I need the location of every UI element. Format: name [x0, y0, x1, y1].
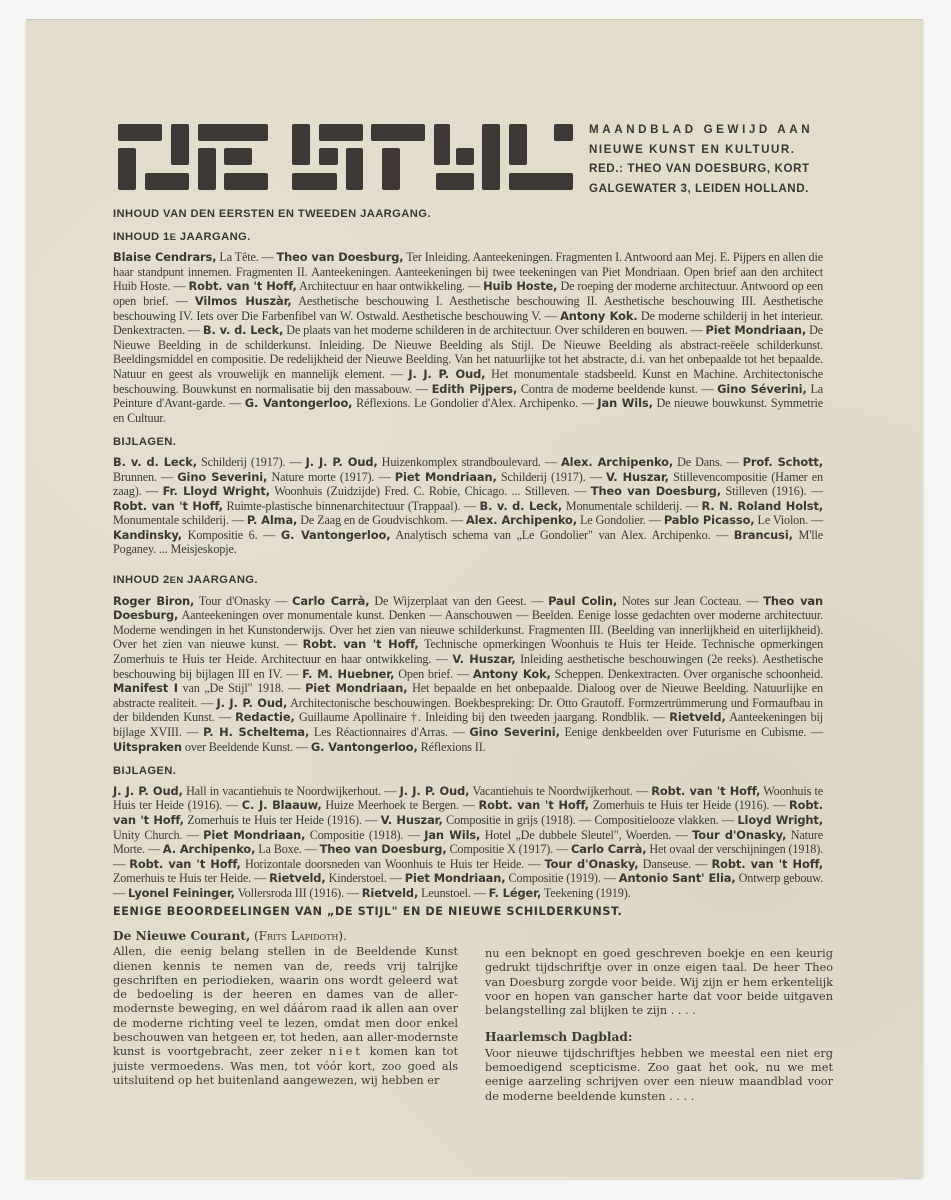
entry-author: Redactie, — [235, 710, 295, 725]
entry-titles: Zomerhuis te Huis ter Heide. — — [113, 871, 270, 886]
entry-author: Fr. Lloyd Wright, — [162, 484, 270, 499]
entry-author: A. Archipenko, — [162, 842, 256, 857]
entry-author: Tour d'Onasky, — [544, 856, 639, 871]
year1-heading-suffix: JAARGANG. — [176, 230, 251, 243]
entry-titles: Ruimte-plastische binnenarchitectuur (Trappaal). — — [222, 498, 480, 513]
entry-titles: Analytisch schema van „Le Gondolier" van Alex. Archipenko. — — [390, 527, 734, 542]
entry-titles: Ontwerp gebouw. — — [113, 871, 823, 900]
year1-heading-text: INHOUD 1 — [113, 230, 170, 243]
entry-titles: La Boxe. — — [255, 842, 320, 857]
entry-author: Piet Mondriaan, — [203, 827, 306, 842]
entry-author: F. Léger, — [488, 885, 542, 900]
entry-author: Tour d'Onasky, — [692, 827, 787, 842]
entry-titles: Leunstoel. — — [418, 885, 489, 900]
entry-author: Lyonel Feininger, — [127, 885, 235, 900]
entry-author: Antonio Sant' Elia, — [618, 871, 736, 886]
entry-titles: Zomerhuis te Huis ter Heide (1916). — — [588, 798, 789, 813]
year2-heading-text: INHOUD 2 — [113, 574, 170, 587]
entry-titles: Technische opmerkingen Woonhuis te Huis ter Heide. Technische opmerkingen Zomerhuis te Huis ter Heide. Architectuur en haar ontwikkeling. — — [113, 637, 824, 667]
review-critic-name: (Frits Lapidoth). — [250, 929, 347, 943]
entry-author: Robt. van 't Hoff, — [711, 856, 824, 871]
entry-titles: Schilderij (1917). — — [496, 469, 606, 484]
entry-author: Uitspraken — [113, 739, 182, 754]
entry-titles: Compositie (1919). — — [505, 871, 619, 886]
entry-author: J. J. P. Oud, — [305, 454, 378, 469]
entry-author: Gino Séverini, — [717, 381, 807, 396]
entry-titles: M'lle Poganey. ... Meisjeskopje. — [113, 527, 823, 557]
review-source-nieuwe-courant — [113, 929, 458, 943]
review-text-part: komen kan tot juiste vermoedens. Was men, tot vóór kort, zoo goed als uitsluitend op het buitenland aangewezen, wij hebben er — [113, 1045, 458, 1087]
entry-author: Antony Kok, — [472, 666, 551, 681]
entry-author: Robt. van 't Hoff, — [478, 798, 589, 813]
entry-author: Robt. van 't Hoff, — [113, 798, 823, 827]
review-source-haarlemsch-dagblad: Haarlemsch Dagblad: — [485, 1030, 633, 1045]
entry-titles: Woonhuis te Huis ter Heide (1916). — — [113, 783, 823, 813]
entry-author: Huib Hoste, — [483, 279, 558, 294]
entry-author: Alex. Archipenko, — [560, 454, 674, 469]
review-emphasis: niet — [328, 1045, 363, 1059]
entry-author: Theo van Doesburg, — [113, 593, 823, 623]
entry-titles: Les Réactionnaires d'Arras. — — [309, 725, 470, 739]
entry-author: Piet Mondriaan, — [705, 323, 807, 338]
reviews-heading: EENIGE BEOORDEELINGEN VAN „DE STIJL" EN DE NIEUWE SCHILDERKUNST. — [113, 905, 623, 918]
year2-entries — [113, 594, 823, 755]
entry-author: Manifest I — [113, 681, 178, 696]
entry-author: B. v. d. Leck, — [202, 323, 284, 338]
entry-author: Alex. Archipenko, — [465, 513, 577, 528]
entry-titles: Stillevencompositie (Hamer en zaag). — — [113, 469, 823, 499]
entry-titles: Architectonische beschouwingen. Boekbespreking: Dr. Otto Grautoff. Formzertrümmerung und Formaufbau in der bildenden Kunst. — — [113, 695, 823, 725]
entry-author: Robt. van 't Hoff, — [651, 783, 761, 798]
entry-titles: Nature Morte. — — [113, 827, 823, 857]
entry-author: Pablo Picasso, — [663, 513, 755, 528]
entry-titles: Hotel „De dubbele Sleutel", Woerden. — — [480, 827, 693, 842]
review-text-haarlemsch-dagblad: Voor nieuwe tijdschriftjes hebben we meestal een niet erg bemoedigend scepticisme. Zoo gaat het ook, nu we met eenige aarzeling schrijven over een nieuw maandblad voor de moderne beeldende kunsten . . . . — [485, 1046, 833, 1103]
entry-titles: Contra de moderne beeldende kunst. — — [517, 381, 718, 396]
entry-author: G. Vantongerloo, — [244, 396, 353, 411]
year2-supplements-heading: BIJLAGEN. — [113, 765, 177, 778]
entry-titles: Réflexions. Le Gondolier d'Alex. Archipenko. — — [352, 396, 598, 411]
entry-titles: Le Violon. — — [754, 513, 823, 528]
entry-titles: Het monumentale stadsbeeld. Kunst en Machine. Architectonische beschouwing. Bouwkunst en normalisatie bij den massabouw. — — [113, 366, 824, 396]
entry-author: R. N. Roland Holst, — [701, 498, 824, 513]
entry-titles: De moderne schilderij in het interieur. Denkextracten. — — [113, 308, 823, 338]
entry-titles: Guillaume Apollinaire †. Inleiding bij den tweeden jaargang. Rondblik. — — [294, 710, 670, 725]
entry-titles: Compositie X (1917). — — [446, 842, 571, 857]
entry-titles: Aanteekeningen over monumentale kunst. Denken — Aanschouwen — Beelden. Eenige losse gedachten over moderne architectuur. Moderne wendingen in het Kunstonderwijs. Over het zien van nieuwe schilderkunst. Fragmenten III. (Beelding van innerlijkheid en uiterlijkheid). Over het zien van nieuwe kunst. — — [113, 608, 823, 652]
entry-titles: La Tête. — — [216, 250, 277, 265]
entry-titles: De Nieuwe Beelding in de schilderkunst. Inleiding. De Nieuwe Beelding als Stijl. De Nieuwe Beelding als abstract-reëele schilderkunst. Beeldingsmiddel en compositie. De redelijkheid der Nieuwe Beelding. Van het natuurlijke tot het abstracte, d.i. van het onbepaalde tot het bepaalde. Natuur en geest als vrouwelijk en mannelijk element. — — [113, 323, 823, 381]
entry-author: Edith Pijpers, — [431, 381, 518, 396]
entry-titles: De plaats van het moderne schilderen in de architectuur. Over schilderen en bouwen. — — [283, 323, 706, 338]
entry-titles: Tour d'Onasky — — [194, 593, 293, 608]
entry-titles: De roeping der moderne architectuur. Antwoord op een open brief. — — [113, 279, 824, 308]
entry-titles: Scheppen. Denkextracten. Over organische schoonheid. — [550, 666, 824, 681]
entry-author: Jan Wils, — [597, 396, 653, 411]
entry-titles: Notes sur Jean Cocteau. — — [617, 593, 764, 608]
entry-author: Theo van Doesburg, — [590, 484, 721, 499]
entry-titles: Aanteekeningen bij bijlage XVIII. — — [113, 710, 823, 739]
entry-author: B. v. d. Leck, — [113, 454, 197, 469]
reviews-section — [113, 905, 833, 1104]
entry-author: Antony Kok. — [560, 308, 638, 323]
entry-titles: Inleiding aesthetische beschouwingen (2e reeks). Aesthetische beschouwing bij bijlagen III en IV. — — [113, 652, 824, 681]
entry-author: Robt. van 't Hoff, — [113, 498, 223, 513]
entry-titles: over Beeldende Kunst. — — [181, 739, 311, 754]
entry-author: Gino Severini, — [469, 725, 560, 739]
entry-author: Kandinsky, — [113, 527, 183, 542]
entry-titles: Le Gondolier. — — [576, 513, 664, 528]
entry-titles: De Wijzerplaat van den Geest. — — [369, 593, 549, 608]
year2-heading — [113, 573, 823, 589]
de-stijl-logo — [116, 122, 573, 190]
entry-author: Robt. van 't Hoff, — [302, 637, 419, 652]
entry-author: Carlo Carrà, — [570, 842, 647, 857]
entry-titles: Compositie in grijs (1918). — Compositielooze vlakken. — — [442, 812, 738, 827]
year2-heading-sup: EN — [169, 575, 184, 587]
entry-titles: Vacantiehuis te Noordwijkerhout. — — [469, 783, 652, 798]
entry-author: J. J. P. Oud, — [113, 783, 183, 798]
entry-author: V. Huszar, — [452, 652, 516, 667]
contents-title: INHOUD VAN DEN EERSTEN EN TWEEDEN JAARGANG. — [113, 208, 431, 220]
entry-titles: Compositie (1918). — — [305, 827, 425, 842]
entry-author: Prof. Schott, — [742, 454, 823, 469]
year1-supplements-heading: BIJLAGEN. — [113, 436, 177, 449]
entry-author: Rietveld, — [669, 710, 726, 725]
review-text-nieuwe-courant — [113, 945, 458, 1088]
review-source-name: De Nieuwe Courant, — [113, 929, 251, 943]
entry-titles: Monumentale schilderij. — — [113, 513, 247, 528]
entry-titles: Zomerhuis te Huis ter Heide (1916). — — [183, 812, 381, 827]
entry-author: P. H. Scheltema, — [203, 725, 310, 739]
entry-titles: La Peinture d'Avant-garde. — — [113, 381, 824, 411]
review-text-part: Allen, die eenig belang stellen in de Beeldende Kunst dienen kennis te nemen van de, reeds vrij talrijke geschriften en periodieken, waarin ons wordt geleerd wat de bedoeling is der heeren en dames van de aller-modernste beweging, en wel dáárom raad ik allen aan over de moderne richting veel te lezen, omdat men door enkel beschouwen van hetgeen er, tot heden, aan aller-modernste kunst is voortgebracht, zeer zeker — [113, 945, 458, 1059]
entry-titles: Eenige denkbeelden over Futurisme en Cubisme. — — [559, 725, 823, 739]
entry-author: Theo van Doesburg, — [276, 250, 404, 265]
year2-supplements-entries — [113, 784, 823, 901]
entry-titles: Ter Inleiding. Aanteekeningen. Fragmenten I. Antwoord aan Mej. E. Pijpers en allen die haar standpunt innemen. Fragmenten II. Aanteekeningen. Aanteekeningen bij twee teekeningen van Piet Mondriaan. Open brief aan den architect Huib Hoste. — — [113, 250, 823, 294]
entry-titles: Vollersroda III (1916). — — [234, 885, 362, 900]
entry-author: P. Alma, — [246, 513, 298, 528]
masthead-line-1: MAANDBLAD GEWIJD AAN — [589, 123, 814, 136]
entry-titles: De nieuwe bouwkunst. Symmetrie en Cultuur. — [113, 396, 823, 425]
review-column-right — [485, 929, 833, 1104]
entry-titles: Schilderij (1917). — — [196, 454, 306, 469]
entry-author: Carlo Carrà, — [292, 593, 370, 608]
entry-titles: De Dans. — — [673, 454, 743, 469]
entry-author: Rietveld, — [269, 871, 326, 886]
entry-author: Vilmos Huszàr, — [194, 293, 292, 308]
entry-author: V. Huszar, — [380, 812, 443, 827]
entry-titles: Huizenkomplex strandboulevard. — — [377, 454, 561, 469]
entry-titles: Monumentale schilderij. — — [562, 498, 702, 513]
entry-titles: Open brief. — — [394, 666, 473, 681]
entry-author: Brancusi, — [733, 527, 793, 542]
entry-author: Theo van Doesburg, — [319, 842, 447, 857]
entry-author: Roger Biron, — [113, 593, 195, 608]
entry-titles: Teekening (1919). — [541, 885, 631, 900]
entry-author: Jan Wils, — [424, 827, 481, 842]
entry-author: J. J. P. Oud, — [399, 783, 470, 798]
entry-titles: Réflexions II. — [417, 739, 486, 754]
entry-titles: Nature morte (1917). — — [267, 469, 395, 484]
year1-heading-sup: E — [169, 231, 177, 243]
entry-titles: Brunnen. — — [113, 469, 178, 484]
entry-titles: De Zaag en de Goudvischkom. — — [297, 513, 466, 528]
year1-entries — [113, 250, 823, 425]
entry-author: V. Huszar, — [605, 469, 669, 484]
entry-author: Robt. van 't Hoff, — [129, 856, 241, 871]
entry-author: G. Vantongerloo, — [310, 739, 418, 754]
masthead — [116, 122, 826, 195]
entry-author: Piet Mondriaan, — [305, 681, 408, 696]
entry-author: Paul Colin, — [548, 593, 618, 608]
entry-author: J. J. P. Oud, — [408, 366, 486, 381]
entry-titles: Hall in vacantiehuis te Noordwijkerhout. — — [182, 783, 400, 798]
entry-author: C. J. Blaauw, — [241, 798, 322, 813]
entry-author: Lloyd Wright, — [737, 812, 824, 827]
entry-author: Piet Mondriaan, — [404, 871, 506, 886]
entry-titles: Horizontale doorsneden van Woonhuis te Huis ter Heide. — — [240, 856, 545, 871]
entry-author: B. v. d. Leck, — [479, 498, 563, 513]
entry-titles: Huize Meerhoek te Bergen. — — [321, 798, 479, 813]
entry-titles: Danseuse. — — [638, 856, 712, 871]
entry-titles: Kompositie 6. — — [182, 527, 281, 542]
masthead-line-3: RED.: THEO VAN DOESBURG, KORT — [589, 162, 810, 175]
entry-titles: Stilleven (1916). — — [720, 484, 823, 499]
masthead-line-2: NIEUWE KUNST EN KULTUUR. — [589, 142, 796, 156]
entry-author: F. M. Huebner, — [302, 666, 395, 681]
entry-author: G. Vantongerloo, — [280, 527, 391, 542]
year2-heading-suffix: JAARGANG. — [183, 574, 258, 587]
entry-author: Piet Mondriaan, — [394, 469, 497, 484]
entry-titles: Woonhuis (Zuidzijde) Fred. C. Robie, Chicago. ... Stilleven. — — [269, 484, 591, 499]
masthead-info — [589, 120, 829, 198]
entry-author: Gino Severini, — [177, 469, 268, 484]
year1-supplements-entries — [113, 455, 823, 557]
entry-titles: Het ovaal der verschijningen (1918). — — [113, 842, 824, 871]
entry-titles: van „De Stijl" 1918. — — [177, 681, 306, 696]
entry-author: Blaise Cendrars, — [113, 250, 217, 265]
entry-titles: Het bepaalde en het onbepaalde. Dialoog over de Nieuwe Beelding. Natuurlijke en abstracte realiteit. — — [113, 681, 823, 710]
masthead-line-4: GALGEWATER 3, LEIDEN HOLLAND. — [589, 181, 809, 195]
paper-bottom-edge — [26, 1177, 898, 1180]
year1-heading — [113, 230, 823, 246]
entry-titles: Kinderstoel. — — [325, 871, 405, 886]
entry-author: Robt. van 't Hoff, — [188, 279, 297, 294]
review-column-left — [113, 929, 458, 1104]
table-of-contents — [113, 207, 823, 911]
entry-author: J. J. P. Oud, — [216, 695, 288, 710]
review-text-continuation: nu een beknopt en goed geschreven boekje en een keurig gedrukt tijdschriftje over in onze eigen taal. De heer Theo van Doesburg zorgde voor beide. Wij zijn er hem erkentelijk voor en hopen van ganscher harte dat voor beide uitgaven belangstelling zal blijken te zijn . . . . — [485, 947, 833, 1018]
entry-titles: Unity Church. — — [113, 827, 204, 842]
entry-author: Rietveld, — [361, 885, 419, 900]
entry-titles: Aesthetische beschouwing I. Aesthetische beschouwing II. Aesthetische beschouwing III. Aesthetische beschouwing IV. Iets over Die Farbenfibel van W. Ostwald. Aesthetische beschouwing V. — — [113, 293, 823, 323]
entry-titles: Architectuur en haar ontwikkeling. — — [296, 279, 484, 294]
